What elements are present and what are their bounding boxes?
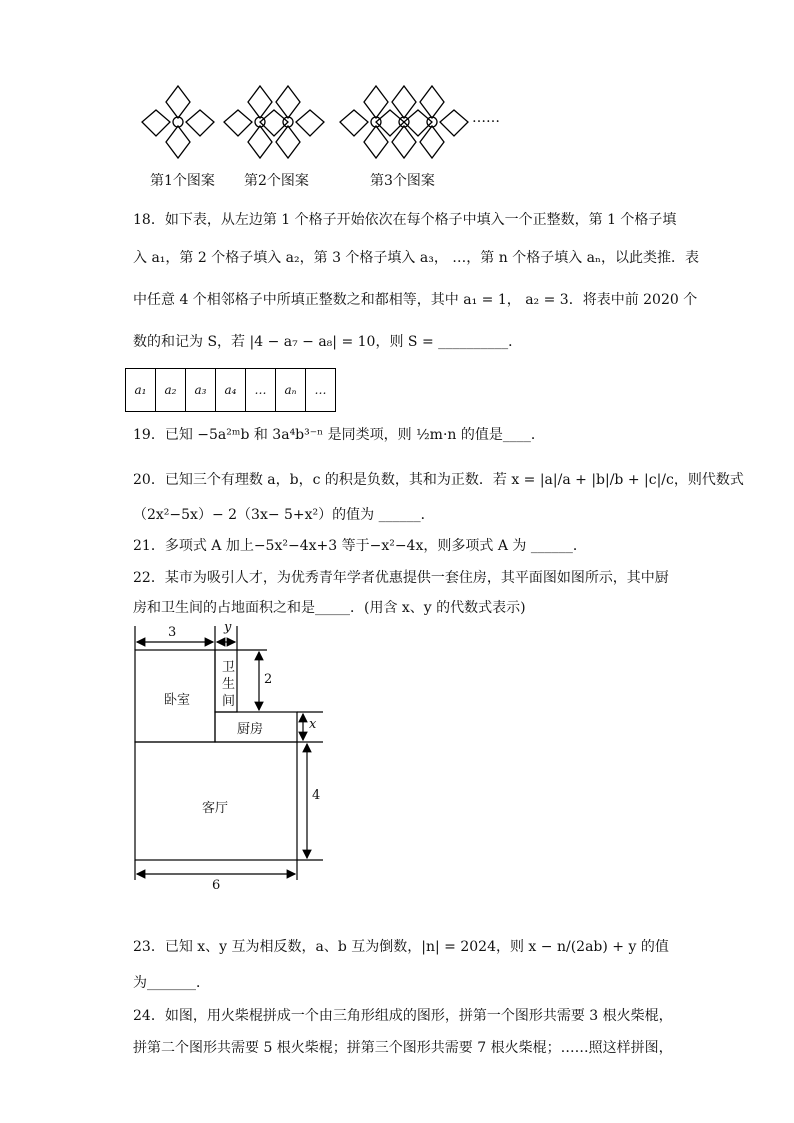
table-cell: a₄ [216, 369, 246, 412]
dim-living-h: 4 [312, 788, 321, 803]
room-kitchen: 厨房 [237, 722, 264, 737]
q23-line-1: 23．已知 x、y 互为相反数，a、b 互为倒数，|n| = 2024，则 x − n/(2ab) + y 的值 [133, 939, 669, 955]
table-cell: a₃ [186, 369, 216, 412]
pattern-1 [142, 86, 214, 158]
q22-line-1: 22．某市为吸引人才，为优秀青年学者优惠提供一套住房，其平面图如图所示，其中厨 [133, 570, 669, 586]
pattern-3 [340, 86, 468, 158]
pattern-2 [224, 86, 324, 158]
q24-line-1: 24．如图，用火柴棍拼成一个由三角形组成的图形，拼第一个图形共需要 3 根火柴棍， [133, 1008, 673, 1024]
table-cell: aₙ [276, 369, 306, 412]
room-bathroom-3: 间 [222, 694, 236, 709]
table-cell: a₂ [156, 369, 186, 412]
q18-line-3: 中任意 4 个相邻格子中所填正整数之和都相等，其中 a₁ = 1， a₂ = 3．将表中前 2020 个 [133, 292, 698, 308]
dim-bath-h: 2 [264, 672, 273, 687]
room-bedroom: 卧室 [164, 693, 191, 708]
ellipsis: …… [472, 110, 500, 126]
room-living: 客厅 [202, 801, 229, 816]
q18-line-1: 18．如下表，从左边第 1 个格子开始依次在每个格子中填入一个正整数，第 1 个格子填 [133, 212, 677, 228]
q21-line: 21．多项式 A 加上−5x²−4x+3 等于−x²−4x，则多项式 A 为 ______． [133, 538, 587, 554]
table-cell: … [246, 369, 276, 412]
pattern-label-2: 第2个图案 [244, 173, 309, 189]
q20-line-1: 20．已知三个有理数 a，b，c 的积是负数，其和为正数．若 x = |a|/a + |b|/b + |c|/c，则代数式 [133, 472, 744, 488]
room-bathroom-1: 卫 [222, 660, 236, 675]
q18-line-4: 数的和记为 S，若 |4 − a₇ − a₈| = 10，则 S = __________． [133, 334, 523, 350]
q22-line-2: 房和卫生间的占地面积之和是_____．(用含 x、y 的代数式表示) [133, 600, 526, 616]
dim-top-y: y [224, 620, 232, 635]
q23-line-2: 为_______． [133, 975, 210, 991]
table-cell: a₁ [126, 369, 156, 412]
q20-line-2: （2x²−5x）− 2（3x− 5+x²）的值为 ______． [133, 507, 435, 523]
room-bathroom-2: 生 [222, 677, 236, 692]
q19-line: 19．已知 −5a²ᵐb 和 3a⁴b³⁻ⁿ 是同类项，则 ½m·n 的值是____． [133, 427, 545, 443]
dim-kitchen-h: x [309, 717, 317, 732]
dim-bottom: 6 [212, 878, 221, 893]
dim-top-left: 3 [168, 625, 177, 640]
table-cell: … [306, 369, 336, 412]
q24-line-2: 拼第二个图形共需要 5 根火柴棍；拼第三个图形共需要 7 根火柴棍；……照这样拼图， [133, 1040, 673, 1056]
sequence-table [125, 368, 336, 412]
pattern-label-1: 第1个图案 [150, 173, 215, 189]
diamond-patterns-figure [140, 80, 520, 170]
q18-line-2: 入 a₁，第 2 个格子填入 a₂，第 3 个格子填入 a₃， …，第 n 个格子填入 aₙ，以此类推．表 [133, 250, 700, 266]
pattern-label-3: 第3个图案 [370, 173, 435, 189]
